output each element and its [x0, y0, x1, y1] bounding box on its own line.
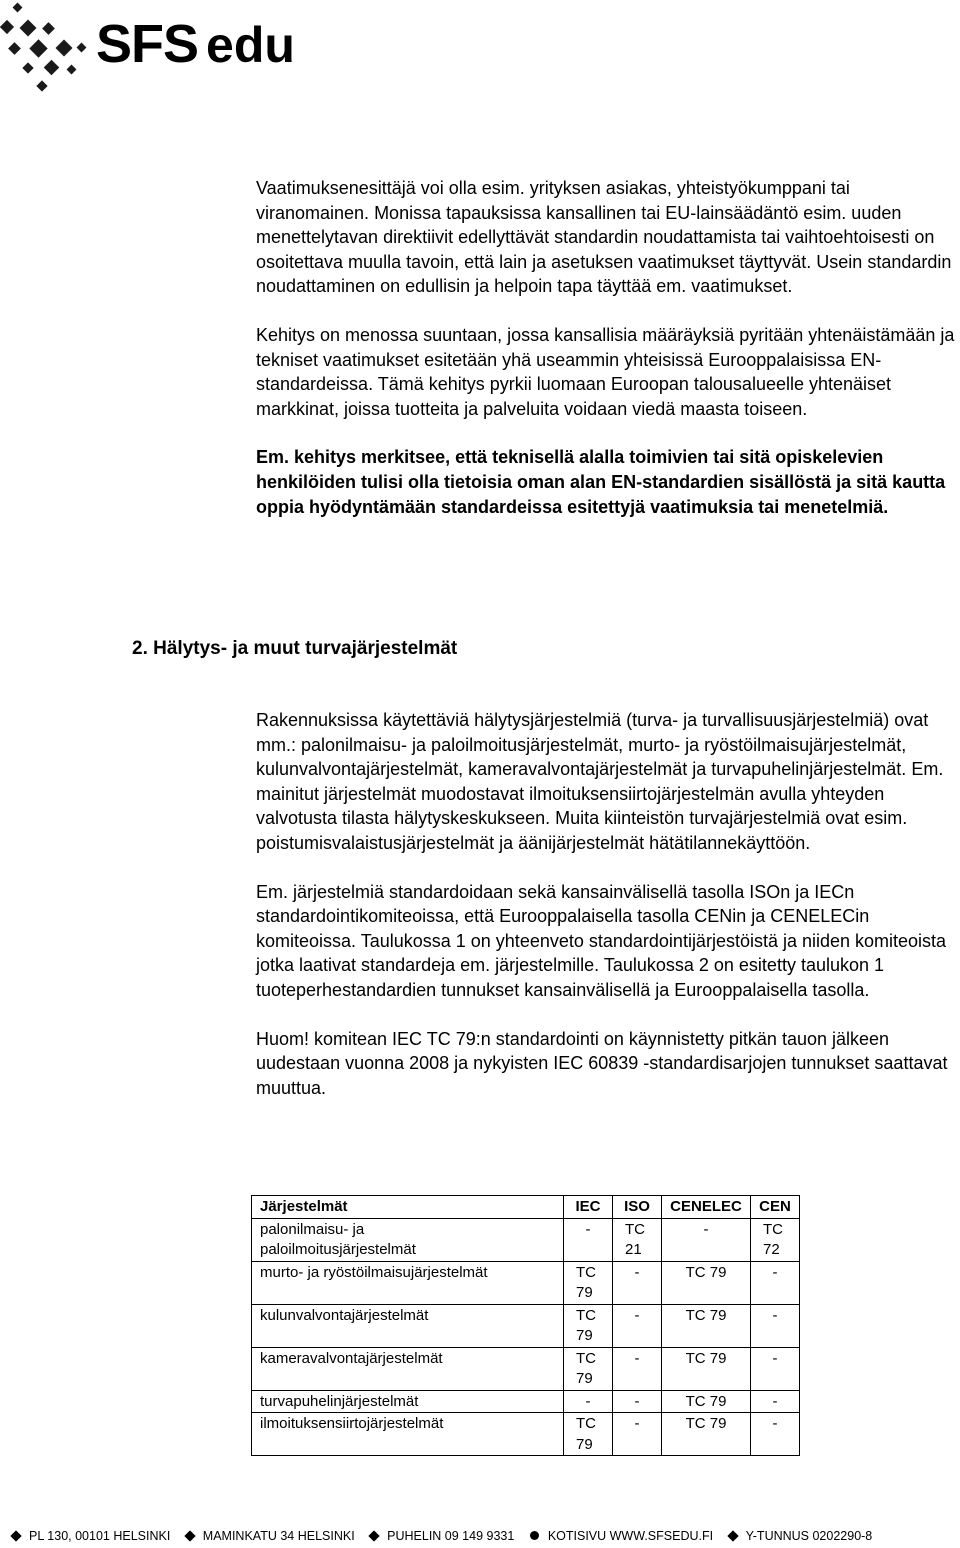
- table-row: [252, 1261, 800, 1304]
- cell-cen: -: [751, 1261, 800, 1304]
- cell-iso: -: [613, 1304, 662, 1347]
- logo-wordmark: [96, 14, 295, 75]
- table-row: [252, 1413, 800, 1456]
- section-text: [256, 708, 960, 1100]
- cell-iec: TC 79: [564, 1413, 613, 1456]
- cell-system: murto- ja ryöstöilmaisujärjestelmät: [252, 1261, 564, 1304]
- cell-system: ilmoituksensiirtojärjestelmät: [252, 1413, 564, 1456]
- cell-iso: -: [613, 1413, 662, 1456]
- footer-phone: PUHELIN 09 149 9331: [387, 1528, 515, 1543]
- cell-cen: -: [751, 1390, 800, 1413]
- diamond-icon: [368, 1530, 379, 1541]
- cell-cenelec: TC 79: [662, 1413, 751, 1456]
- cell-cenelec: TC 79: [662, 1390, 751, 1413]
- cell-system: palonilmaisu- ja paloilmoitusjärjestelmät: [252, 1218, 564, 1261]
- header-iec: IEC: [564, 1196, 613, 1219]
- cell-iso: TC 21: [613, 1218, 662, 1261]
- cell-cen: TC 72: [751, 1218, 800, 1261]
- footer-website: KOTISIVU WWW.SFSEDU.FI: [547, 1528, 714, 1543]
- cell-system: kameravalvontajärjestelmät: [252, 1347, 564, 1390]
- cell-iso: -: [613, 1390, 662, 1413]
- table-header-row: [252, 1196, 800, 1219]
- cell-cenelec: TC 79: [662, 1304, 751, 1347]
- footer-address: PL 130, 00101 HELSINKI: [29, 1528, 171, 1543]
- cell-cen: -: [751, 1304, 800, 1347]
- cell-cen: -: [751, 1347, 800, 1390]
- diamond-icon: [184, 1530, 195, 1541]
- header-iso: ISO: [613, 1196, 662, 1219]
- table-row: [252, 1390, 800, 1413]
- cell-system: kulunvalvontajärjestelmät: [252, 1304, 564, 1347]
- cell-cen: -: [751, 1413, 800, 1456]
- sfs-edu-logo: [0, 0, 295, 100]
- section-heading: 2. Hälytys- ja muut turvajärjestelmät: [132, 638, 458, 659]
- cell-iec: TC 79: [564, 1304, 613, 1347]
- paragraph-emphasis: Em. kehitys merkitsee, että teknisellä alalla toimivien tai sitä opiskelevien henkilöiden tulisi olla tietoisia oman alan EN-standardien sisällöstä ja sitä kautta oppia hyödyntämään standardeissa esitettyjä vaatimuksia tai menetelmiä.: [256, 447, 946, 517]
- footer-business-id: Y-TUNNUS 0202290-8: [745, 1528, 873, 1543]
- logo-suffix: edu: [206, 17, 295, 73]
- footer: [12, 1528, 952, 1543]
- standards-table: [251, 1195, 800, 1456]
- header-systems: Järjestelmät: [252, 1196, 564, 1219]
- table-row: [252, 1304, 800, 1347]
- diamond-icon: [727, 1530, 738, 1541]
- diamond-icon: [10, 1530, 21, 1541]
- logo-brand: SFS: [96, 14, 199, 74]
- table-row: [252, 1218, 800, 1261]
- logo-dots-icon: [0, 0, 100, 100]
- paragraph-note: Huom! komitean IEC TC 79:n standardointi on käynnistetty pitkän tauon jälkeen uudestaan vuonna 2008 ja nykyisten IEC 60839 -standardisarjojen tunnukset saattavat muuttua.: [256, 1028, 948, 1098]
- paragraph-standardization: Em. järjestelmiä standardoidaan sekä kansainvälisellä tasolla ISOn ja IECn standardointikomiteoissa, että Eurooppalaisella tasolla CENin ja CENELECin komiteoissa. Taulukossa 1 on yhteenveto standardointijärjestöistä ja niiden komiteoista jotka laativat standardeja em. järjestelmille. Taulukossa 2 on esitetty taulukon 1 tuoteperhestandardien tunnukset kansainvälisellä ja Eurooppalaisella tasolla.: [256, 881, 947, 1000]
- cell-iec: -: [564, 1390, 613, 1413]
- header-cen: CEN: [751, 1196, 800, 1219]
- header-cenelec: CENELEC: [662, 1196, 751, 1219]
- dot-icon: [530, 1531, 539, 1540]
- paragraph-systems: Rakennuksissa käytettäviä hälytysjärjestelmiä (turva- ja turvallisuusjärjestelmiä) ovat mm.: palonilmaisu- ja paloilmoitusjärjestelmät, murto- ja ryöstöilmaisujärjestelmät, kulunvalvontajärjestelmät, kameravalvontajärjestelmät ja turvapuhelinjärjestelmät. Em. mainitut järjestelmät muodostavat ilmoituksensiirtojärjestelmän avulla yhteyden valvotusta tilasta hälytyskeskukseen. Muita kiinteistön turvajärjestelmiä ovat esim. poistumisvalaistusjärjestelmät ja äänijärjestelmät hätätilannekäyttöön.: [256, 710, 944, 853]
- paragraph-development: Kehitys on menossa suuntaan, jossa kansallisia määräyksiä pyritään yhtenäistämään ja tekniset vaatimukset esitetään yhä useammin yhteisissä Eurooppalaisissa EN-standardeissa. Tämä kehitys pyrkii luomaan Euroopan talousalueelle yhtenäiset markkinat, joissa tuotteita ja palveluita voidaan viedä maasta toiseen.: [256, 324, 955, 419]
- cell-cenelec: TC 79: [662, 1261, 751, 1304]
- cell-iec: TC 79: [564, 1261, 613, 1304]
- cell-iso: -: [613, 1261, 662, 1304]
- cell-iec: -: [564, 1218, 613, 1261]
- cell-system: turvapuhelinjärjestelmät: [252, 1390, 564, 1413]
- paragraph-requirements: Vaatimuksenesittäjä voi olla esim. yrityksen asiakas, yhteistyökumppani tai viranomainen. Monissa tapauksissa kansallinen tai EU-lainsäädäntö esim. uuden menettelytavan direktiivit edellyttävät standardin noudattamista tai vaihtoehtoisesti on osoitettava muulla tavoin, että lain ja asetuksen vaatimukset täyttyvät. Usein standardin noudattaminen on edullisin ja helpoin tapa täyttää em. vaatimukset.: [256, 178, 952, 297]
- cell-iec: TC 79: [564, 1347, 613, 1390]
- cell-iso: -: [613, 1347, 662, 1390]
- cell-cenelec: -: [662, 1218, 751, 1261]
- footer-street: MAMINKATU 34 HELSINKI: [202, 1528, 355, 1543]
- table-row: [252, 1347, 800, 1390]
- intro-text: [256, 176, 960, 519]
- cell-cenelec: TC 79: [662, 1347, 751, 1390]
